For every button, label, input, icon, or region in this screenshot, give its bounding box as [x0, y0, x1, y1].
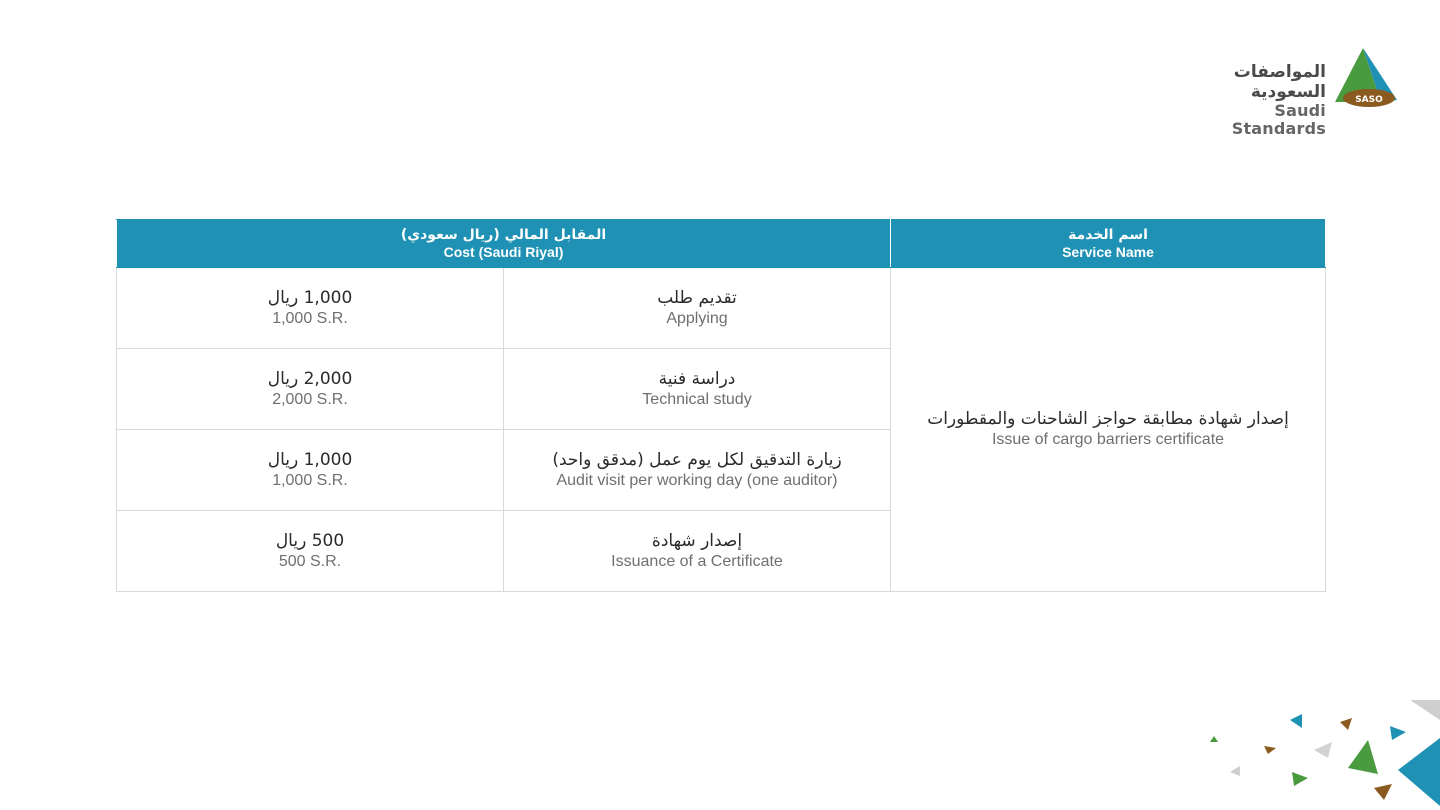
- logo-mark-text: SASO: [1355, 95, 1383, 105]
- table-header-row: [117, 220, 1326, 268]
- logo-name-ar: المواصفات السعودية: [1233, 62, 1326, 102]
- service-name-ar: إصدار شهادة مطابقة حواجز الشاحنات والمقطورات: [927, 409, 1289, 429]
- cost-en: 1,000 S.R.: [272, 309, 348, 327]
- cost-en: 500 S.R.: [278, 552, 342, 570]
- cost-cell: [117, 268, 504, 349]
- logo-name-en: Saudi Standards: [1231, 101, 1326, 138]
- logo-wordmark: [1180, 62, 1326, 138]
- triangle-icon: [1398, 738, 1440, 806]
- cost-en: 1,000 S.R.: [272, 471, 348, 489]
- saso-logo: [1180, 44, 1400, 138]
- triangle-icon: [1374, 784, 1392, 800]
- cost-ar: 2,000 ريال: [267, 368, 353, 389]
- item-cell: [504, 430, 891, 511]
- cost-cell: [117, 511, 504, 592]
- item-cell: [504, 511, 891, 592]
- service-name-cell: [891, 268, 1326, 592]
- triangle-icon: [1390, 726, 1406, 740]
- triangle-icon: [1410, 700, 1440, 720]
- triangle-icon: [1340, 718, 1352, 730]
- cost-ar: 1,000 ريال: [267, 287, 353, 308]
- triangle-icon: [1264, 746, 1276, 754]
- triangle-icon: [1292, 772, 1308, 786]
- triangle-icon: [1314, 742, 1332, 758]
- service-header: [891, 220, 1326, 268]
- cost-en: 2,000 S.R.: [272, 390, 348, 408]
- cost-cell: [117, 430, 504, 511]
- triangle-icon: [1230, 766, 1240, 776]
- item-en: Audit visit per working day (one auditor): [556, 471, 838, 489]
- triangle-icon: [1348, 740, 1378, 774]
- table-row: [117, 268, 1326, 349]
- service-name-en: Issue of cargo barriers certificate: [991, 431, 1225, 448]
- item-en: Applying: [666, 309, 728, 327]
- cost-header-en: Cost (Saudi Riyal): [443, 243, 564, 260]
- fees-table: [116, 219, 1326, 592]
- item-ar: زيارة التدقيق لكل يوم عمل (مدقق واحد): [552, 449, 842, 470]
- cost-cell: [117, 349, 504, 430]
- item-ar: دراسة فنية: [658, 368, 736, 389]
- triangle-icon: [1290, 714, 1302, 728]
- cost-header: [117, 220, 891, 268]
- saso-mark-icon: [1333, 44, 1399, 110]
- decorative-triangles-icon: [1200, 700, 1440, 810]
- item-ar: إصدار شهادة: [651, 530, 743, 551]
- service-header-ar: اسم الخدمة: [1068, 226, 1148, 243]
- cost-ar: 500 ريال: [275, 530, 345, 551]
- cost-ar: 1,000 ريال: [267, 449, 353, 470]
- cost-header-ar: المقابل المالي (ريال سعودي): [400, 226, 607, 243]
- item-en: Issuance of a Certificate: [611, 552, 783, 570]
- item-cell: [504, 268, 891, 349]
- item-en: Technical study: [642, 390, 752, 408]
- item-ar: تقديم طلب: [657, 287, 737, 308]
- service-header-en: Service Name: [1062, 243, 1154, 260]
- item-cell: [504, 349, 891, 430]
- triangle-icon: [1210, 736, 1218, 742]
